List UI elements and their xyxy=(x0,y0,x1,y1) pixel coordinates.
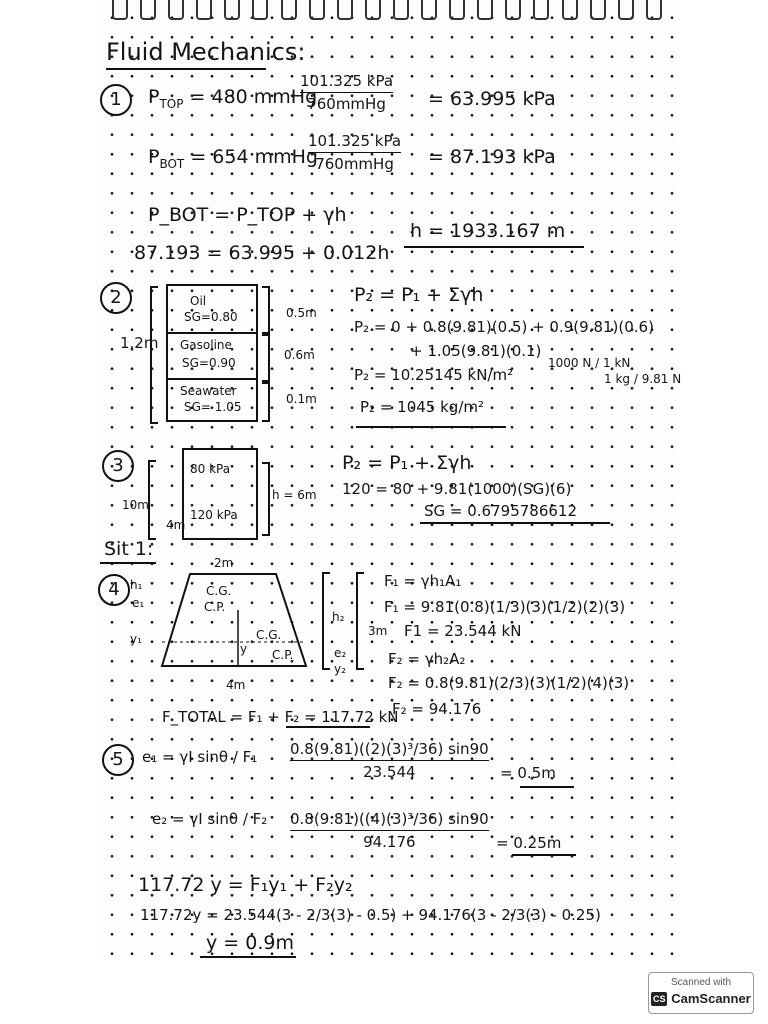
problem-number-1: 1 xyxy=(100,84,132,116)
p3-small-height: 4m xyxy=(166,518,186,532)
pbot-expression: $P_{BOT} = 654$ mmHg xyxy=(148,146,318,171)
p2-line-2: P₂ = 0 + 0.8(9.81)(0.5) + 0.9(9.81)(0.6) xyxy=(354,318,654,336)
p2-answer: P₂ = 1045 kg/m² xyxy=(360,398,484,416)
trapezoid-bottom-width: 4m xyxy=(226,678,246,692)
y-label: y xyxy=(240,642,248,656)
cp-label-2: C.P. xyxy=(272,648,294,662)
problem-number-5: 5 xyxy=(102,744,134,776)
gasoline-sg: SG=0.90 xyxy=(182,356,236,370)
badge-top-text: Scanned with xyxy=(670,977,732,988)
e2-result: = 0.25m xyxy=(496,834,562,852)
f-total: F_TOTAL = F₁ + F₂ = 117.72 kN xyxy=(162,708,399,726)
p5-answer: y = 0.9m xyxy=(206,932,294,954)
problem-number-3: 3 xyxy=(102,450,134,482)
ptop-expression: $P_{TOP} = 480$ mmHg xyxy=(148,86,318,111)
p2-line-1: P₂ = P₁ + Σγh xyxy=(354,284,484,306)
f1-line-3: F1 = 23.544 kN xyxy=(404,622,522,640)
page-title: Fluid Mechanics: xyxy=(106,38,306,66)
problem-number-4: 4 xyxy=(98,574,130,606)
problem-number-2: 2 xyxy=(100,282,132,314)
p2-conversion-2: 1 kg / 9.81 N xyxy=(604,372,682,386)
e1-label: e₁ xyxy=(132,596,145,610)
h1-label: h₁ xyxy=(130,578,143,592)
p3-line-2: 120 = 80 + 9.81(1000)(SG)(6) xyxy=(342,480,572,498)
p3-answer: SG = 0.6795786612 xyxy=(424,502,577,520)
gasoline-label: Gasoline xyxy=(180,338,232,352)
moment-line-1: 117.72 y = F₁y₁ + F₂y₂ xyxy=(138,874,353,896)
p3-total-height: 10m xyxy=(122,498,149,512)
seawater-label: Seawater xyxy=(180,384,237,398)
oil-label: Oil xyxy=(190,294,207,308)
cp-label-1: C.P. xyxy=(204,600,226,614)
p3-height-eq: h = 6m xyxy=(272,488,317,502)
ptop-conversion: $\frac{\text{101.325 kPa}}{\text{760mmHg}}$ xyxy=(300,72,394,113)
f2-line-3: F₂ = 94.176 xyxy=(392,700,482,718)
pbot-result: = 87.193 kPa xyxy=(428,146,556,168)
e1-result: = 0.5m xyxy=(500,764,556,782)
ptop-result: = 63.995 kPa xyxy=(428,88,556,110)
p2-line-4: P₂ = 10.25145 kN/m² xyxy=(354,366,514,384)
p3-bottom-pressure: 120 kPa xyxy=(190,508,238,522)
h2-label: h₂ xyxy=(332,610,345,624)
badge-name: CamScanner xyxy=(671,991,751,1006)
seawater-sg: SG= 1.05 xyxy=(184,400,242,414)
cg-label-2: C.G. xyxy=(256,628,282,642)
p1-answer: h = 1933.167 m xyxy=(410,220,566,242)
p3-line-1: P₂ = P₁ + Σγh xyxy=(342,452,472,474)
p3-top-pressure: 80 kPa xyxy=(190,462,231,476)
f2-line-1: F₂ = γh₂A₂ xyxy=(388,650,466,668)
e1-formula: e₁ = γI sinθ / F₁ xyxy=(142,748,258,766)
spiral-binding xyxy=(112,0,662,22)
e2-label: e₂ xyxy=(334,646,347,660)
depth-label: 3m xyxy=(368,624,388,638)
p2-conversion-1: 1000 N / 1 kN xyxy=(548,356,631,370)
gasoline-height: 0.6m xyxy=(284,348,315,362)
moment-line-2: 117.72y = 23.544(3 - 2/3(3) - 0.5) + 94.176(3 - 2/3(3) - 0.25) xyxy=(140,906,601,924)
cg-label-1: C.G. xyxy=(206,584,232,598)
oil-sg: SG=0.80 xyxy=(184,310,238,324)
e2-fraction: $\frac{\text{0.8(9.81)((4)(3)³/36) sin90}}{94.176}$ xyxy=(290,810,489,851)
oil-height: 0.5m xyxy=(286,306,317,320)
trapezoid-top-width: 2m xyxy=(214,556,234,570)
p1-equation-2: 87.193 = 63.995 + 0.012h xyxy=(134,242,390,264)
y1-label: y₁ xyxy=(130,632,142,646)
e2-formula: e₂ = γI sinθ / F₂ xyxy=(152,810,268,828)
f1-line-2: F₁ = 9.81(0.8)(1/3)(3)(1/2)(2)(3) xyxy=(384,598,626,616)
camscanner-logo-icon: CS xyxy=(652,993,666,1004)
situation-heading: Sit 1: xyxy=(104,538,154,560)
f1-line-1: F₁ = γh₁A₁ xyxy=(384,572,462,590)
f2-line-2: F₂ = 0.8(9.81)(2/3)(3)(1/2)(4)(3) xyxy=(388,674,630,692)
p2-line-3: + 1.05(9.81)(0.1) xyxy=(410,342,542,360)
y2-label: y₂ xyxy=(334,662,346,676)
p1-equation-1: P_BOT = P_TOP + γh xyxy=(148,204,347,226)
p2-total-height: 1.2m xyxy=(120,334,159,352)
seawater-height: 0.1m xyxy=(286,392,317,406)
pbot-conversion: $\frac{\text{101.325 kPa}}{\text{760mmHg}}$ xyxy=(308,132,402,173)
e1-fraction: $\frac{\text{0.8(9.81)((2)(3)³/36) sin90}}{23.544}$ xyxy=(290,740,489,781)
camscanner-badge xyxy=(648,972,754,1014)
